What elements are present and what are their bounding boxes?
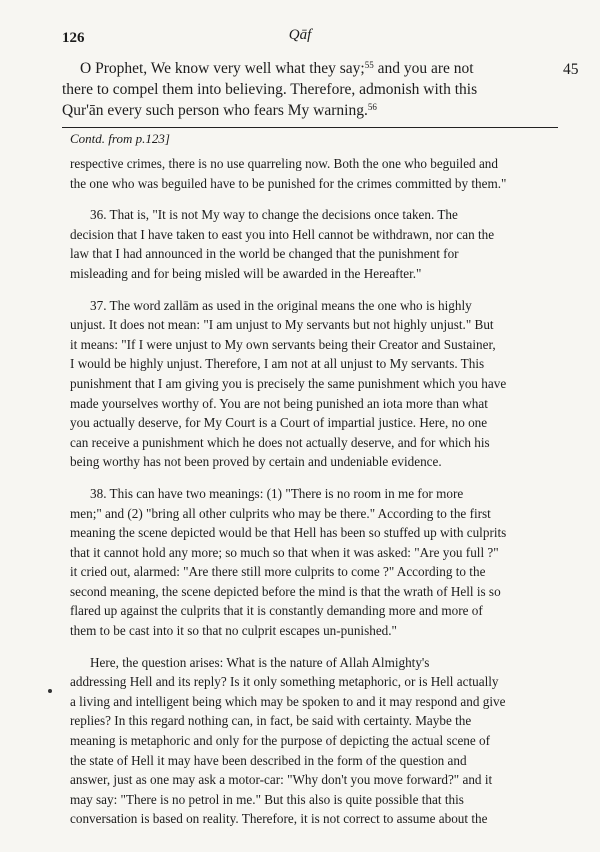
note-line: Here, the question arises: What is the nature of Allah Almighty's — [90, 654, 430, 670]
footnote-ref: 55 — [364, 60, 374, 70]
note-line: it means: "If I were unjust to My own servants being their Creator and Sustainer, — [70, 336, 496, 352]
margin-dot — [48, 689, 52, 693]
note-line: you actually deserve, for My Court is a Court of impartial justice. Here, no one — [70, 415, 488, 431]
verse-line: Qur'ān every such person who fears My warning.$^{56}$ — [62, 102, 377, 119]
note-line: flared up against the culprits that it is constantly demanding more and more of — [70, 603, 483, 619]
note-line: can receive a punishment which he does not actually deserve, and for which his — [70, 434, 490, 450]
divider-rule — [62, 127, 558, 128]
note-line: 36. That is, "It is not My way to change the decisions once taken. The — [90, 207, 458, 223]
continued-label: Contd. from p.123] — [70, 131, 170, 146]
note-line: them to be cast into it so that no culprit escapes un-punished." — [70, 623, 397, 639]
note-line: answer, just as one may ask a motor-car: "Why don't you move forward?" and it — [70, 772, 493, 788]
note-line: being worthy has not been proved by certain and undeniable evidence. — [70, 454, 442, 470]
note-line: I would be highly unjust. Therefore, I am not at all unjust to My servants. This — [70, 356, 485, 372]
note-line: made yourselves worthy of. You are not being punished an iota more than what — [70, 395, 488, 411]
note-line: 37. The word zallām as used in the original means the one who is highly — [90, 297, 472, 313]
commentary-notes — [70, 154, 556, 841]
note-line: law that I had announced in the world be changed that the punishment for — [70, 246, 459, 262]
footnote-ref: 56 — [367, 102, 377, 112]
note-line: unjust. It does not mean: "I am unjust to My servants but not highly unjust." But — [70, 317, 494, 333]
note-paragraph — [70, 296, 556, 472]
note-line: replies? In this regard nothing can, in fact, be said with certainty. Maybe the — [70, 713, 472, 729]
page-number: 126 — [62, 30, 85, 46]
note-line: 38. This can have two meanings: (1) "There is no room in me for more — [90, 485, 464, 501]
note-paragraph — [70, 653, 556, 829]
note-line: meaning the scene depicted would be that Hell has been so stuffed up with culprits — [70, 525, 507, 541]
note-line: the one who was beguiled have to be punished for the crimes committed by them." — [70, 175, 507, 191]
note-line: misleading and for being misled will be awarded in the Hereafter." — [70, 265, 422, 281]
running-title: Qāf — [288, 27, 312, 43]
verse-number: 45 — [563, 61, 579, 78]
verse-line: there to compel them into believing. Therefore, admonish with this — [62, 81, 478, 98]
verse-line: O Prophet, We know very well what they say;$^{55}$ and you are not — [80, 60, 474, 77]
verse-translation — [62, 58, 554, 121]
note-line: it cried out, alarmed: "Are there still more culprits to come ?" According to the — [70, 564, 486, 580]
note-line: that it cannot hold any more; so much so that when it was asked: "Are you full ?" — [70, 544, 499, 560]
note-line: meaning is metaphoric and only for the purpose of depicting the actual scene of — [70, 733, 491, 749]
note-line: men;" and (2) "bring all other culprits who may be there." According to the first — [70, 505, 491, 521]
note-line: the state of Hell it may have been described in the form of the question and — [70, 752, 467, 768]
note-line: addressing Hell and its reply? Is it only something metaphoric, or is Hell actually — [70, 674, 499, 690]
note-paragraph — [70, 484, 556, 641]
note-line: punishment that I am giving you is precisely the same punishment which you have — [70, 375, 507, 391]
note-paragraph — [70, 205, 556, 283]
note-line: decision that I have taken to east you into Hell cannot be withdrawn, nor can the — [70, 226, 495, 242]
note-line: a living and intelligent being which may be spoken to and it may respond and give — [70, 693, 506, 709]
note-line: conversation is based on reality. Therefore, it is not correct to assume about the — [70, 811, 488, 827]
note-line: respective crimes, there is no use quarreling now. Both the one who beguiled and — [70, 156, 498, 171]
note-line: second meaning, the scene depicted before the mind is that the wrath of Hell is so — [70, 583, 501, 599]
note-paragraph — [70, 154, 556, 193]
note-line: may say: "There is no petrol in me." But this also is quite possible that this — [70, 791, 464, 807]
